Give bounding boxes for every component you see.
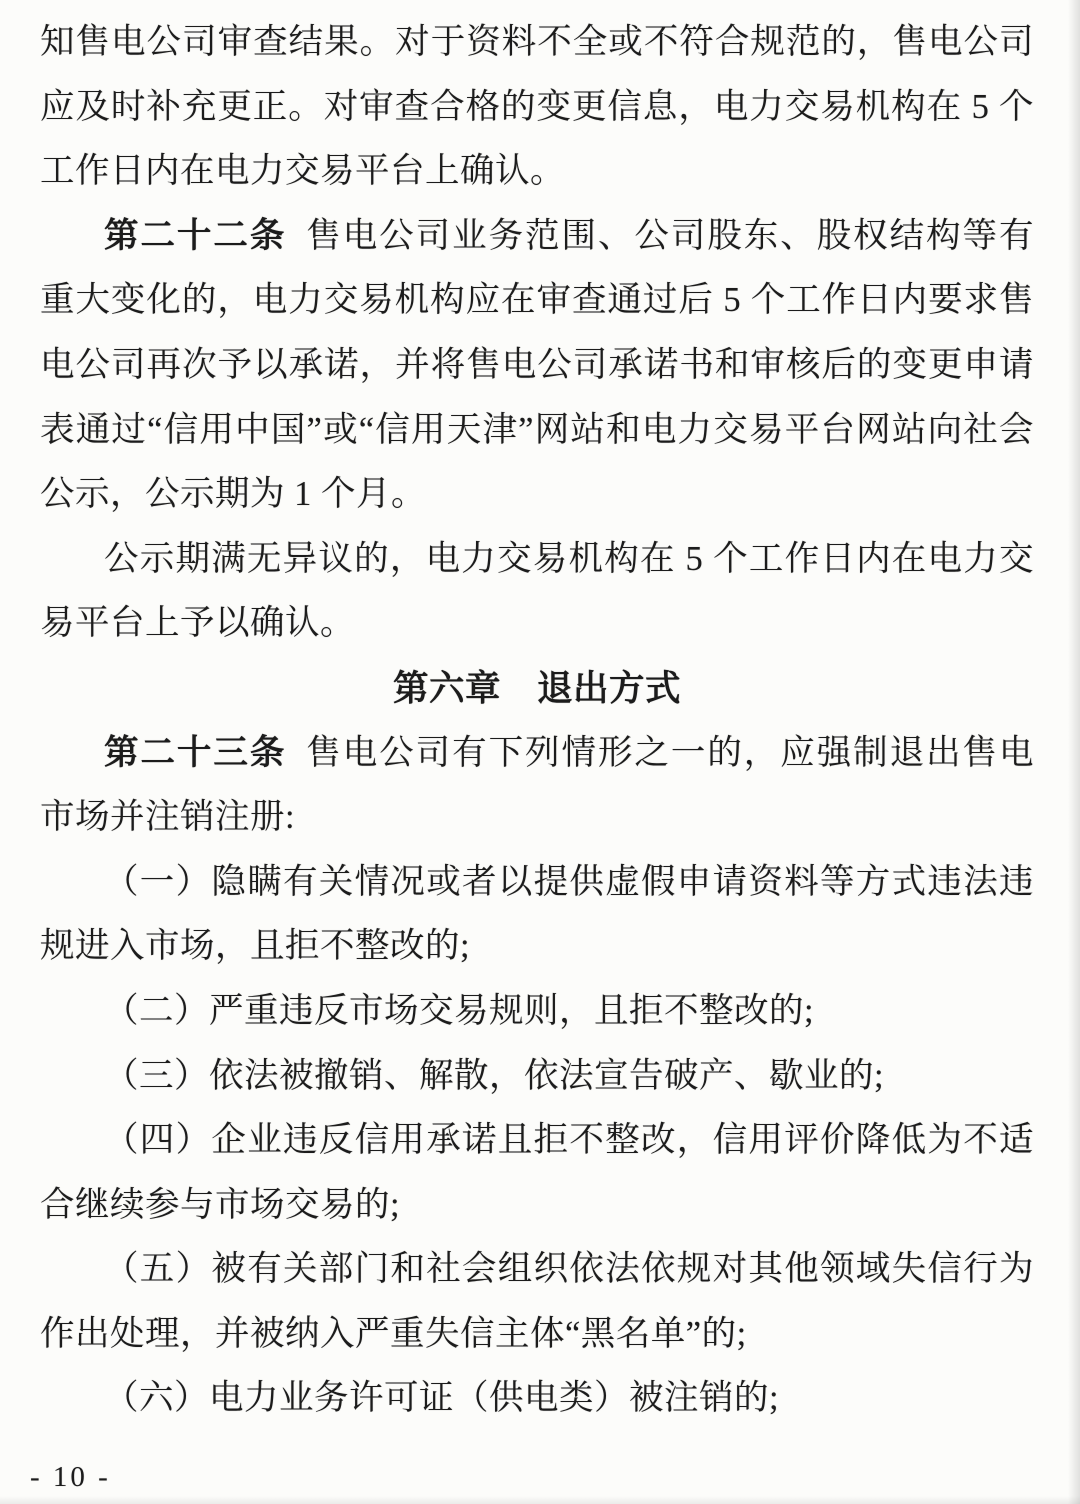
text-line: 应及时补充更正。对审查合格的变更信息，电力交易机构在 5 个 [40,87,1034,126]
text-line: （一）隐瞒有关情况或者以提供虚假申请资料等方式违法违 [104,862,1034,901]
text-line [40,204,1034,269]
text-line: （三）依法被撤销、解散，依法宣告破产、歇业的; [104,1056,885,1095]
line-text: 售电公司有下列情形之一的，应强制退出售电 [306,733,1035,772]
text-line: 公示期满无异议的，电力交易机构在 5 个工作日内在电力交 [104,539,1034,578]
text-line: 知售电公司审查结果。对于资料不全或不符合规范的，售电公司 [40,23,1034,61]
text-line: 公示，公示期为 1 个月。 [40,475,426,514]
text-line: 重大变化的，电力交易机构应在审查通过后 5 个工作日内要求售 [40,281,1034,320]
text-line: 表通过“信用中国”或“信用天津”网站和电力交易平台网站向社会 [40,410,1034,449]
line-text: 售电公司业务范围、公司股东、股权结构等有 [306,216,1035,255]
page-number: - 10 - [30,1461,111,1493]
scan-edge-shadow-bottom [0,1496,1080,1504]
text-line: 工作日内在电力交易平台上确认。 [40,152,565,191]
article-number: 第二十二条 [104,216,287,255]
text-line: （六）电力业务许可证（供电类）被注销的; [104,1379,780,1418]
document-text [40,10,1034,1431]
article-number: 第二十三条 [104,733,287,772]
text-line: （二）严重违反市场交易规则，且拒不整改的; [104,991,815,1030]
text-line [40,721,1034,786]
scan-edge-shadow-right [1068,0,1080,1504]
text-line: （五）被有关部门和社会组织依法依规对其他领域失信行为 [104,1250,1034,1289]
text-line: 电公司再次予以承诺，并将售电公司承诺书和审核后的变更申请 [40,345,1034,384]
text-line: 规进入市场，且拒不整改的; [40,927,471,966]
text-line: 合继续参与市场交易的; [40,1185,401,1224]
text-line: （四）企业违反信用承诺且拒不整改，信用评价降低为不适 [104,1121,1034,1160]
text-line: 易平台上予以确认。 [40,604,355,643]
text-line: 作出处理，并被纳入严重失信主体“黑名单”的; [40,1314,747,1353]
text-line: 市场并注销注册: [40,798,296,837]
chapter-heading: 第六章 退出方式 [392,667,681,708]
